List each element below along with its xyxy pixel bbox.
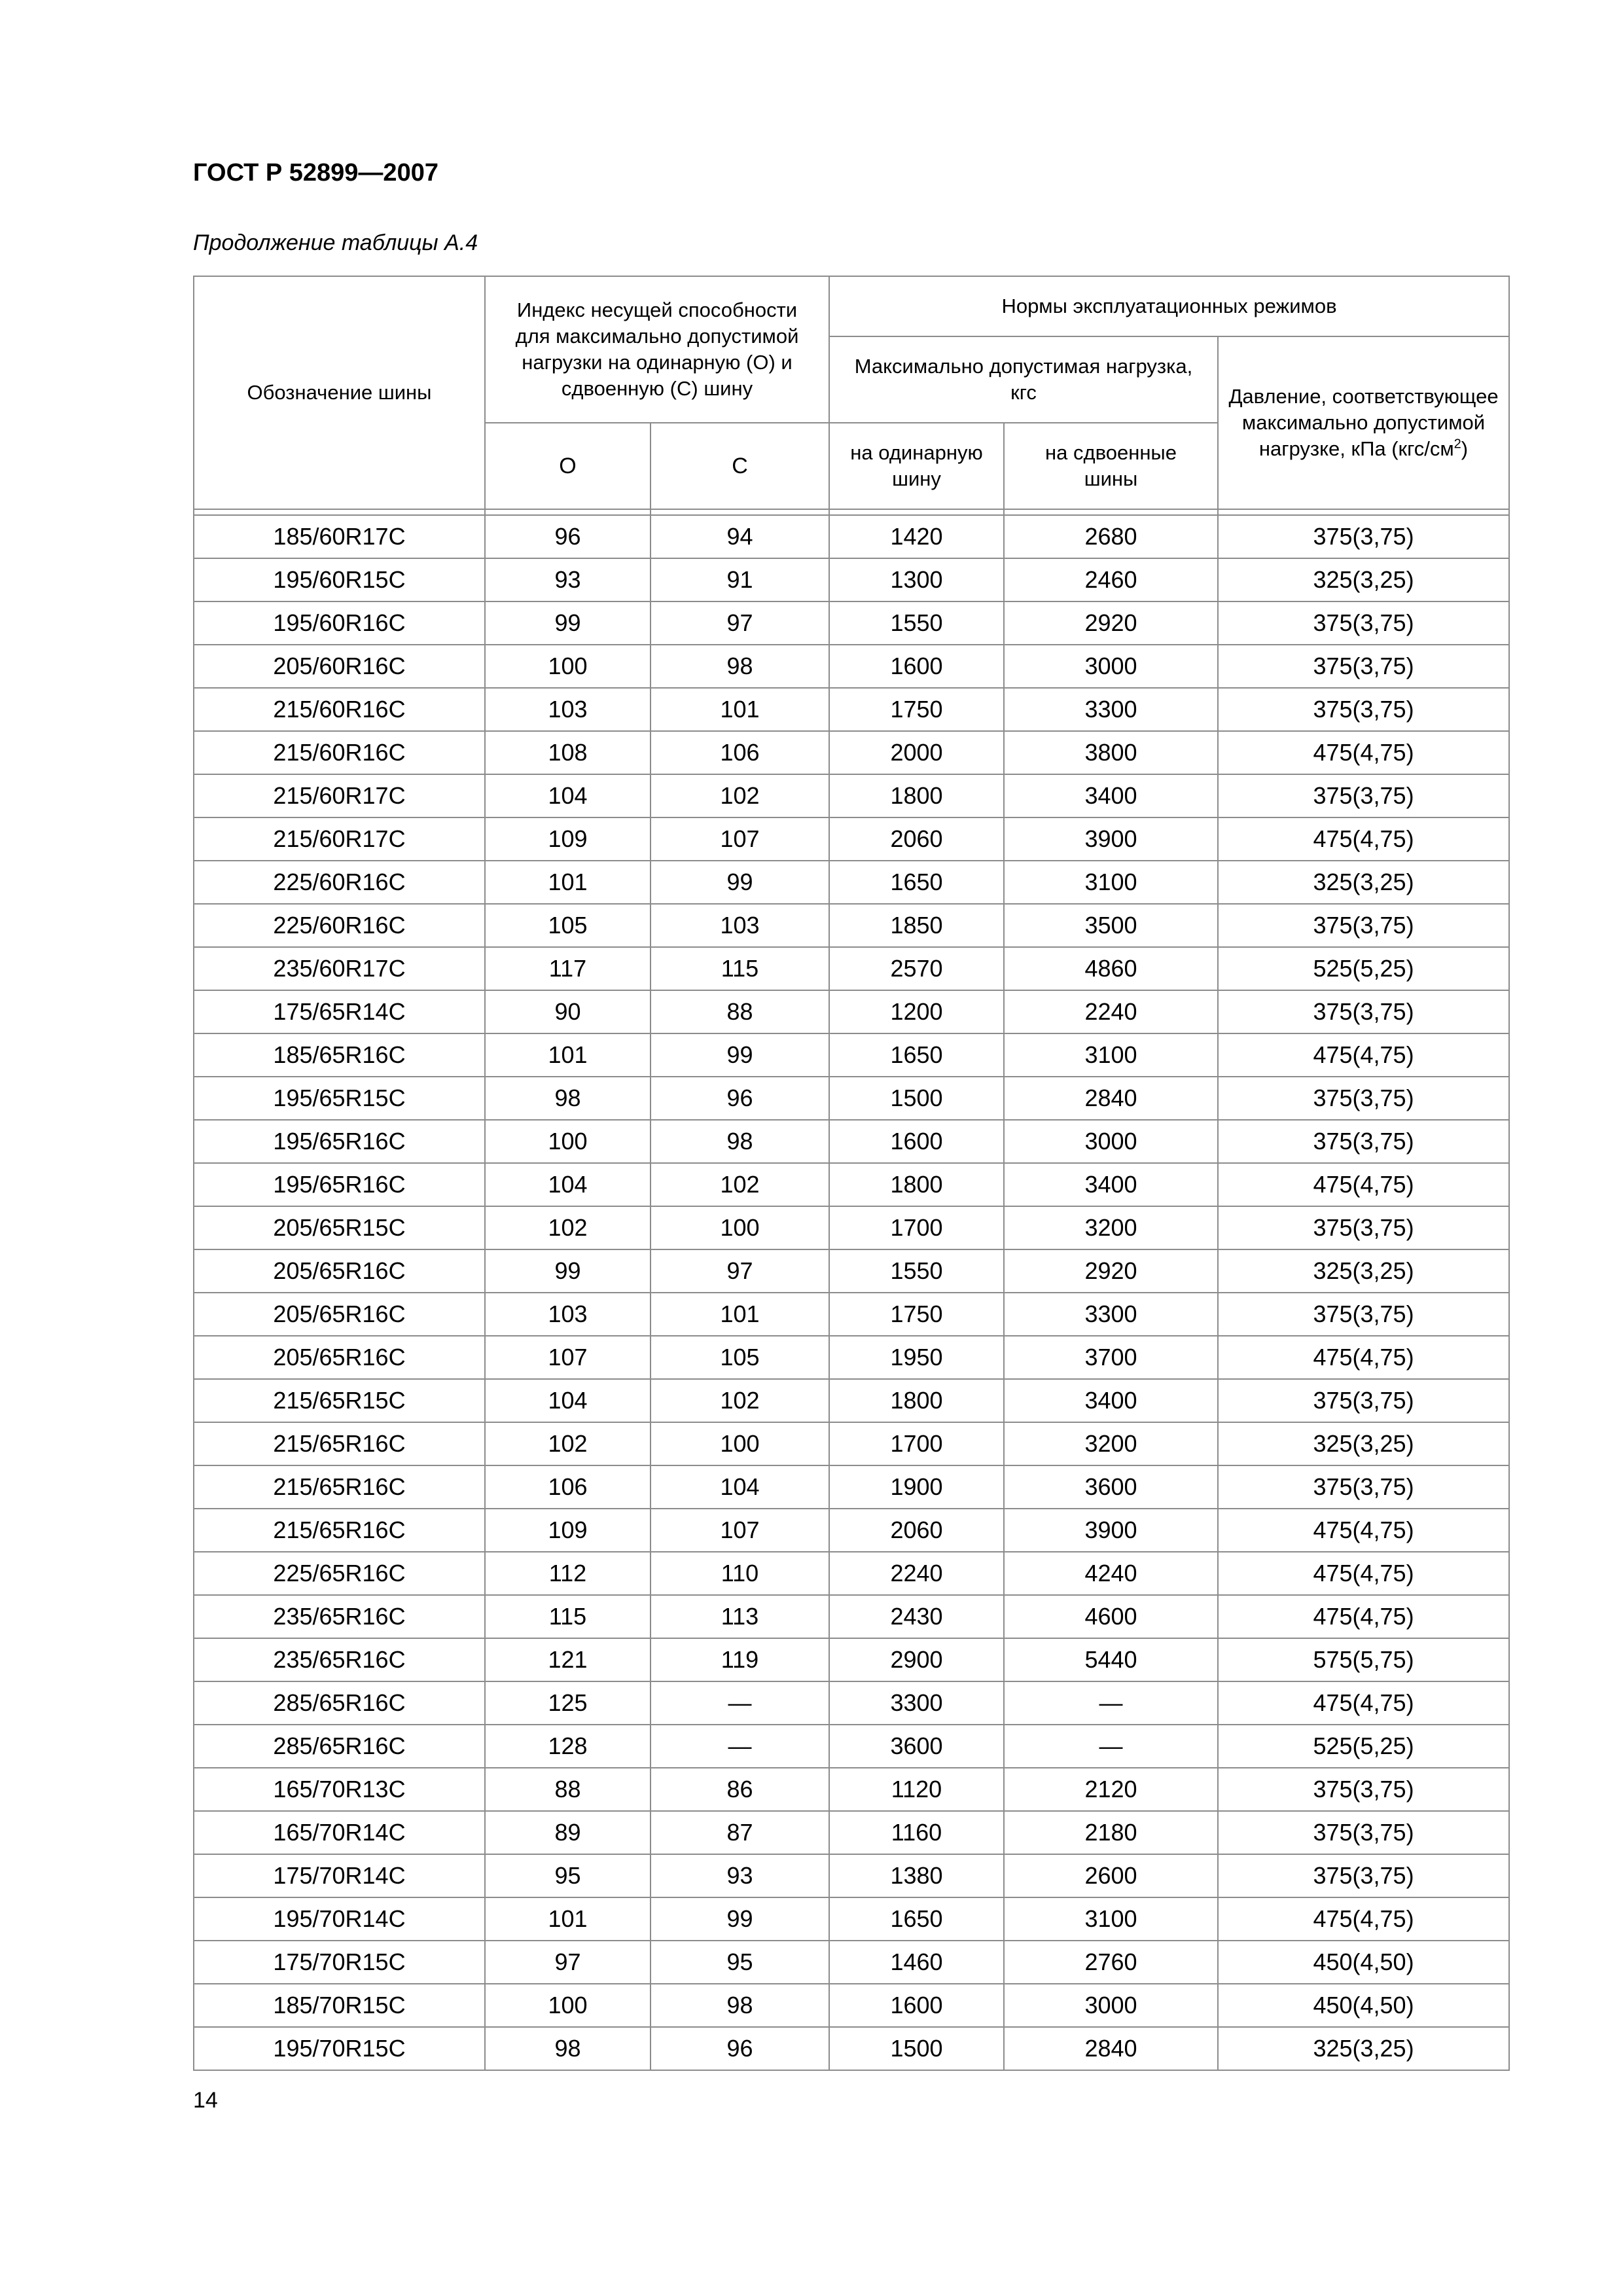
cell-load-single: 3300 bbox=[829, 1681, 1004, 1725]
cell-load-single: 1650 bbox=[829, 1033, 1004, 1077]
page-number: 14 bbox=[193, 2088, 218, 2113]
table-row bbox=[194, 1163, 1509, 1206]
cell-load-single: 1950 bbox=[829, 1336, 1004, 1379]
cell-pressure: 375(3,75) bbox=[1218, 1206, 1509, 1249]
cell-designation: 205/60R16C bbox=[194, 645, 485, 688]
cell-pressure: 475(4,75) bbox=[1218, 1595, 1509, 1638]
cell-load-dual: 3000 bbox=[1004, 1120, 1218, 1163]
cell-load-single: 2900 bbox=[829, 1638, 1004, 1681]
header-o: О bbox=[485, 423, 651, 509]
cell-designation: 225/65R16C bbox=[194, 1552, 485, 1595]
cell-pressure: 375(3,75) bbox=[1218, 1854, 1509, 1897]
tire-load-table bbox=[193, 276, 1510, 2071]
cell-load-single: 2430 bbox=[829, 1595, 1004, 1638]
cell-pressure: 375(3,75) bbox=[1218, 904, 1509, 947]
cell-load-dual: 3300 bbox=[1004, 1293, 1218, 1336]
table-row bbox=[194, 1595, 1509, 1638]
cell-pressure: 375(3,75) bbox=[1218, 774, 1509, 817]
cell-designation: 205/65R16C bbox=[194, 1249, 485, 1293]
cell-index-c: 98 bbox=[651, 1120, 829, 1163]
cell-designation: 225/60R16C bbox=[194, 861, 485, 904]
cell-pressure: 325(3,25) bbox=[1218, 1249, 1509, 1293]
header-c: С bbox=[651, 423, 829, 509]
header-dual: на сдвоенные шины bbox=[1004, 423, 1218, 509]
cell-index-o: 112 bbox=[485, 1552, 651, 1595]
cell-index-c: 99 bbox=[651, 1897, 829, 1941]
cell-index-o: 109 bbox=[485, 1509, 651, 1552]
table-row bbox=[194, 1206, 1509, 1249]
cell-pressure: 375(3,75) bbox=[1218, 1465, 1509, 1509]
cell-index-o: 104 bbox=[485, 1379, 651, 1422]
cell-index-c: 100 bbox=[651, 1206, 829, 1249]
cell-load-dual: 4600 bbox=[1004, 1595, 1218, 1638]
table-row bbox=[194, 601, 1509, 645]
cell-index-c: 113 bbox=[651, 1595, 829, 1638]
cell-index-c: 102 bbox=[651, 1163, 829, 1206]
cell-load-dual: 5440 bbox=[1004, 1638, 1218, 1681]
cell-pressure: 525(5,25) bbox=[1218, 947, 1509, 990]
cell-load-single: 1650 bbox=[829, 861, 1004, 904]
cell-load-dual: 3300 bbox=[1004, 688, 1218, 731]
cell-pressure: 325(3,25) bbox=[1218, 861, 1509, 904]
table-row bbox=[194, 1120, 1509, 1163]
cell-designation: 215/60R17C bbox=[194, 817, 485, 861]
cell-designation: 235/65R16C bbox=[194, 1638, 485, 1681]
cell-designation: 195/60R15C bbox=[194, 558, 485, 601]
cell-index-o: 89 bbox=[485, 1811, 651, 1854]
table-row bbox=[194, 1768, 1509, 1811]
table-row bbox=[194, 1854, 1509, 1897]
cell-load-single: 1750 bbox=[829, 688, 1004, 731]
cell-index-c: 98 bbox=[651, 1984, 829, 2027]
cell-pressure: 325(3,25) bbox=[1218, 558, 1509, 601]
table-row bbox=[194, 558, 1509, 601]
cell-index-c: 87 bbox=[651, 1811, 829, 1854]
table-row bbox=[194, 1681, 1509, 1725]
table-row bbox=[194, 1336, 1509, 1379]
table-row bbox=[194, 645, 1509, 688]
table-header bbox=[194, 276, 1509, 509]
cell-index-o: 101 bbox=[485, 1897, 651, 1941]
cell-pressure: 575(5,75) bbox=[1218, 1638, 1509, 1681]
cell-designation: 165/70R13C bbox=[194, 1768, 485, 1811]
header-load-index: Индекс несущей способности для максимально допустимой нагрузки на одинарную (О) и сдвоенную (С) шину bbox=[485, 276, 829, 423]
table-row bbox=[194, 1465, 1509, 1509]
cell-pressure: 475(4,75) bbox=[1218, 1509, 1509, 1552]
cell-index-c: 88 bbox=[651, 990, 829, 1033]
cell-designation: 205/65R16C bbox=[194, 1293, 485, 1336]
cell-load-dual: 3800 bbox=[1004, 731, 1218, 774]
cell-index-o: 103 bbox=[485, 688, 651, 731]
cell-load-single: 3600 bbox=[829, 1725, 1004, 1768]
cell-designation: 285/65R16C bbox=[194, 1681, 485, 1725]
table-row bbox=[194, 688, 1509, 731]
cell-pressure: 375(3,75) bbox=[1218, 601, 1509, 645]
cell-load-dual: 3100 bbox=[1004, 861, 1218, 904]
header-pressure-sup: 2 bbox=[1454, 437, 1461, 452]
cell-pressure: 375(3,75) bbox=[1218, 688, 1509, 731]
cell-index-o: 117 bbox=[485, 947, 651, 990]
cell-index-c: 107 bbox=[651, 817, 829, 861]
cell-index-c: 103 bbox=[651, 904, 829, 947]
cell-index-o: 108 bbox=[485, 731, 651, 774]
cell-designation: 205/65R15C bbox=[194, 1206, 485, 1249]
cell-designation: 215/65R15C bbox=[194, 1379, 485, 1422]
cell-load-dual: 2460 bbox=[1004, 558, 1218, 601]
cell-index-c: 107 bbox=[651, 1509, 829, 1552]
cell-index-c: 93 bbox=[651, 1854, 829, 1897]
table-row bbox=[194, 817, 1509, 861]
table-row bbox=[194, 947, 1509, 990]
table-row bbox=[194, 1638, 1509, 1681]
table-row bbox=[194, 1422, 1509, 1465]
header-max-load: Максимально допустимая нагрузка, кгс bbox=[829, 336, 1218, 423]
cell-index-c: 86 bbox=[651, 1768, 829, 1811]
cell-load-single: 1900 bbox=[829, 1465, 1004, 1509]
cell-designation: 185/70R15C bbox=[194, 1984, 485, 2027]
table-caption: Продолжение таблицы А.4 bbox=[193, 230, 478, 255]
cell-load-dual: 3900 bbox=[1004, 1509, 1218, 1552]
cell-load-single: 1380 bbox=[829, 1854, 1004, 1897]
cell-index-o: 97 bbox=[485, 1941, 651, 1984]
cell-load-dual: 2120 bbox=[1004, 1768, 1218, 1811]
cell-index-o: 100 bbox=[485, 1984, 651, 2027]
cell-pressure: 475(4,75) bbox=[1218, 1336, 1509, 1379]
cell-index-o: 125 bbox=[485, 1681, 651, 1725]
cell-load-dual: 3400 bbox=[1004, 1379, 1218, 1422]
cell-designation: 225/60R16C bbox=[194, 904, 485, 947]
cell-designation: 175/70R15C bbox=[194, 1941, 485, 1984]
cell-index-o: 101 bbox=[485, 1033, 651, 1077]
cell-index-o: 99 bbox=[485, 601, 651, 645]
cell-designation: 285/65R16C bbox=[194, 1725, 485, 1768]
cell-pressure: 475(4,75) bbox=[1218, 1163, 1509, 1206]
cell-index-o: 104 bbox=[485, 774, 651, 817]
header-separator bbox=[194, 509, 1509, 515]
cell-load-single: 1700 bbox=[829, 1206, 1004, 1249]
cell-pressure: 475(4,75) bbox=[1218, 817, 1509, 861]
cell-index-c: 97 bbox=[651, 1249, 829, 1293]
cell-designation: 195/60R16C bbox=[194, 601, 485, 645]
cell-load-dual: 2920 bbox=[1004, 1249, 1218, 1293]
cell-index-c: 115 bbox=[651, 947, 829, 990]
cell-load-dual: 3700 bbox=[1004, 1336, 1218, 1379]
header-single: на одинарную шину bbox=[829, 423, 1004, 509]
document-title: ГОСТ Р 52899—2007 bbox=[193, 159, 438, 187]
cell-index-c: 97 bbox=[651, 601, 829, 645]
table-row bbox=[194, 1077, 1509, 1120]
cell-index-c: 98 bbox=[651, 645, 829, 688]
table-row bbox=[194, 1811, 1509, 1854]
cell-index-c: 102 bbox=[651, 774, 829, 817]
cell-load-dual: 4860 bbox=[1004, 947, 1218, 990]
cell-designation: 185/65R16C bbox=[194, 1033, 485, 1077]
cell-load-single: 1460 bbox=[829, 1941, 1004, 1984]
cell-load-dual: 2920 bbox=[1004, 601, 1218, 645]
cell-pressure: 375(3,75) bbox=[1218, 1120, 1509, 1163]
cell-index-c: 96 bbox=[651, 2027, 829, 2070]
cell-designation: 175/70R14C bbox=[194, 1854, 485, 1897]
cell-index-c: 101 bbox=[651, 1293, 829, 1336]
cell-load-dual: 2240 bbox=[1004, 990, 1218, 1033]
cell-load-single: 2570 bbox=[829, 947, 1004, 990]
cell-index-o: 98 bbox=[485, 1077, 651, 1120]
cell-designation: 195/65R15C bbox=[194, 1077, 485, 1120]
cell-index-o: 99 bbox=[485, 1249, 651, 1293]
cell-index-o: 101 bbox=[485, 861, 651, 904]
cell-pressure: 375(3,75) bbox=[1218, 1811, 1509, 1854]
cell-load-dual: 2760 bbox=[1004, 1941, 1218, 1984]
cell-pressure: 375(3,75) bbox=[1218, 1077, 1509, 1120]
cell-index-c: 96 bbox=[651, 1077, 829, 1120]
cell-index-o: 106 bbox=[485, 1465, 651, 1509]
cell-pressure: 325(3,25) bbox=[1218, 1422, 1509, 1465]
cell-load-dual: 2180 bbox=[1004, 1811, 1218, 1854]
cell-pressure: 375(3,75) bbox=[1218, 990, 1509, 1033]
cell-pressure: 475(4,75) bbox=[1218, 1897, 1509, 1941]
cell-index-c: — bbox=[651, 1725, 829, 1768]
table-row bbox=[194, 515, 1509, 558]
cell-designation: 175/65R14C bbox=[194, 990, 485, 1033]
cell-load-dual: 2840 bbox=[1004, 2027, 1218, 2070]
cell-load-single: 1200 bbox=[829, 990, 1004, 1033]
cell-index-o: 96 bbox=[485, 515, 651, 558]
table-row bbox=[194, 1379, 1509, 1422]
cell-load-single: 1850 bbox=[829, 904, 1004, 947]
cell-load-dual: — bbox=[1004, 1681, 1218, 1725]
cell-load-dual: 3900 bbox=[1004, 817, 1218, 861]
cell-load-single: 1500 bbox=[829, 2027, 1004, 2070]
cell-load-dual: 2680 bbox=[1004, 515, 1218, 558]
cell-load-single: 1550 bbox=[829, 601, 1004, 645]
cell-load-single: 1300 bbox=[829, 558, 1004, 601]
cell-designation: 205/65R16C bbox=[194, 1336, 485, 1379]
cell-pressure: 475(4,75) bbox=[1218, 1681, 1509, 1725]
cell-index-c: 95 bbox=[651, 1941, 829, 1984]
cell-load-dual: 3000 bbox=[1004, 1984, 1218, 2027]
cell-index-c: 94 bbox=[651, 515, 829, 558]
cell-load-single: 1600 bbox=[829, 1120, 1004, 1163]
cell-load-single: 2240 bbox=[829, 1552, 1004, 1595]
table-row bbox=[194, 774, 1509, 817]
cell-pressure: 325(3,25) bbox=[1218, 2027, 1509, 2070]
table-row bbox=[194, 1897, 1509, 1941]
cell-load-single: 2000 bbox=[829, 731, 1004, 774]
cell-index-c: 101 bbox=[651, 688, 829, 731]
cell-index-o: 95 bbox=[485, 1854, 651, 1897]
cell-pressure: 475(4,75) bbox=[1218, 731, 1509, 774]
cell-designation: 215/60R16C bbox=[194, 731, 485, 774]
cell-index-o: 102 bbox=[485, 1206, 651, 1249]
table-row bbox=[194, 1552, 1509, 1595]
cell-index-c: 100 bbox=[651, 1422, 829, 1465]
cell-load-single: 1160 bbox=[829, 1811, 1004, 1854]
cell-load-dual: 3600 bbox=[1004, 1465, 1218, 1509]
cell-pressure: 450(4,50) bbox=[1218, 1984, 1509, 2027]
cell-designation: 195/65R16C bbox=[194, 1163, 485, 1206]
cell-load-dual: 3400 bbox=[1004, 774, 1218, 817]
cell-index-o: 103 bbox=[485, 1293, 651, 1336]
cell-load-dual: 3100 bbox=[1004, 1897, 1218, 1941]
header-pressure bbox=[1218, 336, 1509, 509]
cell-load-single: 2060 bbox=[829, 1509, 1004, 1552]
cell-load-dual: 3200 bbox=[1004, 1422, 1218, 1465]
cell-designation: 215/60R16C bbox=[194, 688, 485, 731]
table-row bbox=[194, 1249, 1509, 1293]
cell-pressure: 375(3,75) bbox=[1218, 1379, 1509, 1422]
cell-load-dual: 3100 bbox=[1004, 1033, 1218, 1077]
cell-index-c: 105 bbox=[651, 1336, 829, 1379]
cell-load-dual: 2840 bbox=[1004, 1077, 1218, 1120]
cell-load-dual: 2600 bbox=[1004, 1854, 1218, 1897]
cell-load-single: 1600 bbox=[829, 1984, 1004, 2027]
cell-index-o: 107 bbox=[485, 1336, 651, 1379]
cell-designation: 195/70R15C bbox=[194, 2027, 485, 2070]
cell-pressure: 525(5,25) bbox=[1218, 1725, 1509, 1768]
cell-load-single: 1420 bbox=[829, 515, 1004, 558]
cell-index-o: 100 bbox=[485, 1120, 651, 1163]
table-row bbox=[194, 1509, 1509, 1552]
cell-index-o: 90 bbox=[485, 990, 651, 1033]
cell-pressure: 475(4,75) bbox=[1218, 1552, 1509, 1595]
cell-pressure: 450(4,50) bbox=[1218, 1941, 1509, 1984]
header-pressure-end: ) bbox=[1461, 437, 1469, 460]
table-row bbox=[194, 1033, 1509, 1077]
cell-load-dual: 3400 bbox=[1004, 1163, 1218, 1206]
cell-load-single: 1700 bbox=[829, 1422, 1004, 1465]
table-body bbox=[194, 509, 1509, 2070]
cell-index-o: 105 bbox=[485, 904, 651, 947]
cell-index-c: 99 bbox=[651, 1033, 829, 1077]
cell-load-dual: 4240 bbox=[1004, 1552, 1218, 1595]
cell-index-c: 104 bbox=[651, 1465, 829, 1509]
table-row bbox=[194, 1725, 1509, 1768]
cell-pressure: 475(4,75) bbox=[1218, 1033, 1509, 1077]
cell-load-dual: 3200 bbox=[1004, 1206, 1218, 1249]
cell-designation: 215/65R16C bbox=[194, 1422, 485, 1465]
cell-index-o: 109 bbox=[485, 817, 651, 861]
cell-index-o: 93 bbox=[485, 558, 651, 601]
cell-load-single: 1120 bbox=[829, 1768, 1004, 1811]
cell-designation: 215/65R16C bbox=[194, 1509, 485, 1552]
cell-designation: 195/65R16C bbox=[194, 1120, 485, 1163]
cell-index-c: 106 bbox=[651, 731, 829, 774]
cell-designation: 195/70R14C bbox=[194, 1897, 485, 1941]
cell-pressure: 375(3,75) bbox=[1218, 645, 1509, 688]
cell-index-o: 115 bbox=[485, 1595, 651, 1638]
cell-index-o: 100 bbox=[485, 645, 651, 688]
cell-load-single: 1500 bbox=[829, 1077, 1004, 1120]
cell-load-single: 1800 bbox=[829, 774, 1004, 817]
cell-index-o: 121 bbox=[485, 1638, 651, 1681]
cell-pressure: 375(3,75) bbox=[1218, 1293, 1509, 1336]
cell-index-c: — bbox=[651, 1681, 829, 1725]
cell-load-single: 1800 bbox=[829, 1163, 1004, 1206]
table-row bbox=[194, 1941, 1509, 1984]
cell-load-single: 1800 bbox=[829, 1379, 1004, 1422]
cell-index-c: 99 bbox=[651, 861, 829, 904]
table-row bbox=[194, 2027, 1509, 2070]
cell-load-dual: 3000 bbox=[1004, 645, 1218, 688]
cell-pressure: 375(3,75) bbox=[1218, 1768, 1509, 1811]
header-pressure-text: Давление, соответствующее максимально допустимой нагрузке, кПа (кгс/см bbox=[1228, 385, 1499, 460]
cell-load-single: 1600 bbox=[829, 645, 1004, 688]
table-row bbox=[194, 904, 1509, 947]
cell-index-c: 91 bbox=[651, 558, 829, 601]
table-row bbox=[194, 990, 1509, 1033]
cell-index-o: 88 bbox=[485, 1768, 651, 1811]
cell-index-o: 128 bbox=[485, 1725, 651, 1768]
cell-load-single: 1550 bbox=[829, 1249, 1004, 1293]
cell-load-dual: — bbox=[1004, 1725, 1218, 1768]
cell-index-o: 98 bbox=[485, 2027, 651, 2070]
cell-index-o: 104 bbox=[485, 1163, 651, 1206]
cell-designation: 215/60R17C bbox=[194, 774, 485, 817]
cell-load-dual: 3500 bbox=[1004, 904, 1218, 947]
cell-designation: 215/65R16C bbox=[194, 1465, 485, 1509]
table-row bbox=[194, 861, 1509, 904]
cell-index-c: 110 bbox=[651, 1552, 829, 1595]
cell-designation: 235/60R17C bbox=[194, 947, 485, 990]
cell-designation: 185/60R17C bbox=[194, 515, 485, 558]
header-norms: Нормы эксплуатационных режимов bbox=[829, 276, 1509, 336]
cell-designation: 235/65R16C bbox=[194, 1595, 485, 1638]
cell-load-single: 2060 bbox=[829, 817, 1004, 861]
cell-load-single: 1650 bbox=[829, 1897, 1004, 1941]
cell-index-c: 102 bbox=[651, 1379, 829, 1422]
table-row bbox=[194, 1293, 1509, 1336]
cell-load-single: 1750 bbox=[829, 1293, 1004, 1336]
header-designation: Обозначение шины bbox=[194, 276, 485, 509]
cell-index-o: 102 bbox=[485, 1422, 651, 1465]
cell-index-c: 119 bbox=[651, 1638, 829, 1681]
table-row bbox=[194, 1984, 1509, 2027]
cell-pressure: 375(3,75) bbox=[1218, 515, 1509, 558]
table-row bbox=[194, 731, 1509, 774]
cell-designation: 165/70R14C bbox=[194, 1811, 485, 1854]
